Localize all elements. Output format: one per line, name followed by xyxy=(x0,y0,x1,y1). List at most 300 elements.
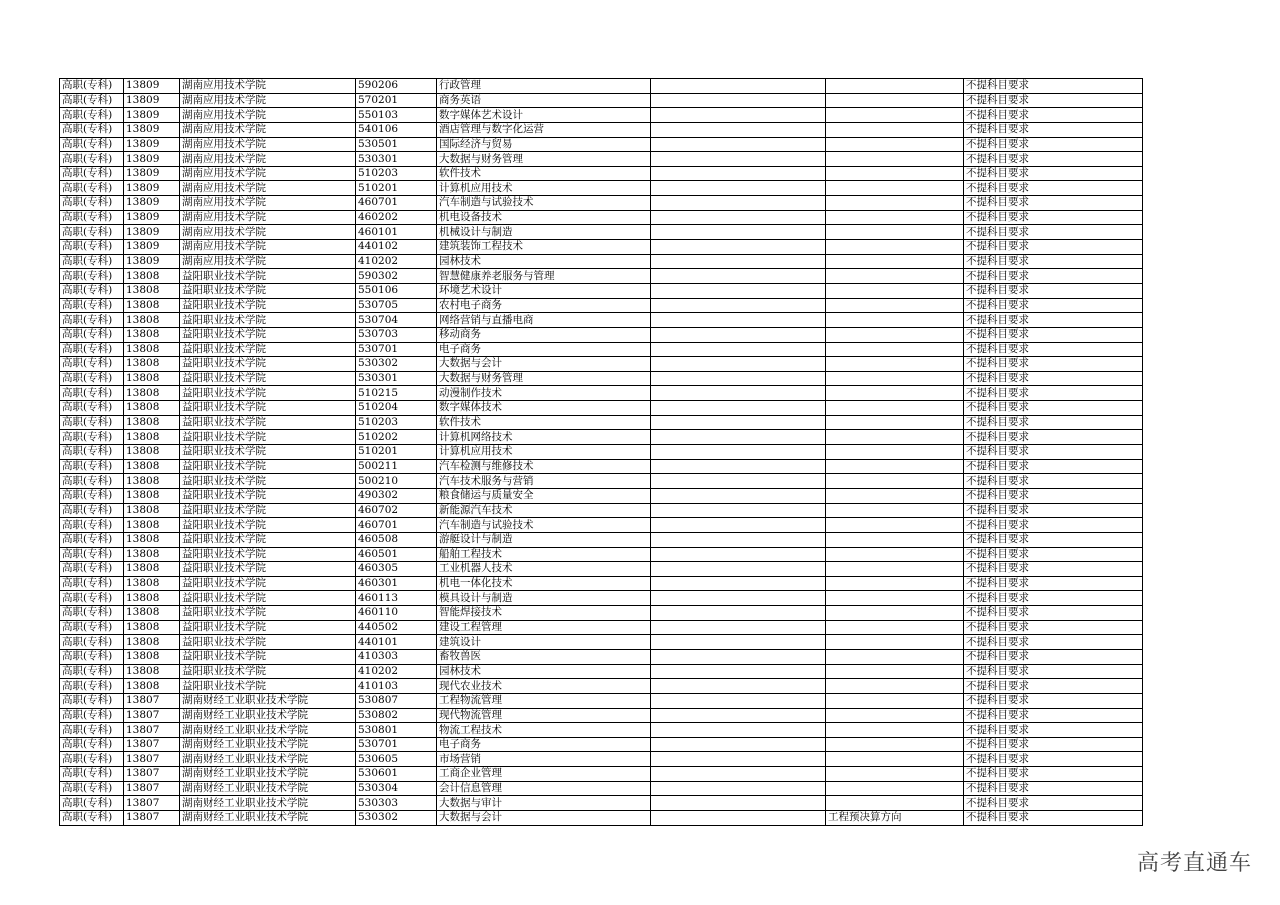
school-code-cell: 13808 xyxy=(124,298,180,313)
remark-cell xyxy=(651,313,826,328)
school-name-cell: 湖南应用技术学院 xyxy=(180,79,356,94)
school-code-cell: 13809 xyxy=(124,196,180,211)
level-cell: 高职(专科) xyxy=(60,562,124,577)
direction-cell xyxy=(826,737,964,752)
major-name-cell: 现代农业技术 xyxy=(437,679,651,694)
subject-requirement-cell: 不提科目要求 xyxy=(964,488,1143,503)
table-row xyxy=(60,562,1143,577)
table-row xyxy=(60,576,1143,591)
level-cell: 高职(专科) xyxy=(60,693,124,708)
remark-cell xyxy=(651,649,826,664)
direction-cell xyxy=(826,210,964,225)
table-row xyxy=(60,503,1143,518)
level-cell: 高职(专科) xyxy=(60,620,124,635)
major-code-cell: 440101 xyxy=(356,635,437,650)
major-name-cell: 酒店管理与数字化运营 xyxy=(437,122,651,137)
subject-requirement-cell: 不提科目要求 xyxy=(964,210,1143,225)
level-cell: 高职(专科) xyxy=(60,708,124,723)
subject-requirement-cell: 不提科目要求 xyxy=(964,445,1143,460)
remark-cell xyxy=(651,664,826,679)
level-cell: 高职(专科) xyxy=(60,664,124,679)
remark-cell xyxy=(651,196,826,211)
school-name-cell: 益阳职业技术学院 xyxy=(180,532,356,547)
major-code-cell: 500211 xyxy=(356,459,437,474)
school-name-cell: 益阳职业技术学院 xyxy=(180,547,356,562)
level-cell: 高职(专科) xyxy=(60,445,124,460)
direction-cell xyxy=(826,649,964,664)
level-cell: 高职(专科) xyxy=(60,415,124,430)
school-code-cell: 13808 xyxy=(124,488,180,503)
school-code-cell: 13809 xyxy=(124,225,180,240)
remark-cell xyxy=(651,811,826,826)
table-row xyxy=(60,635,1143,650)
school-name-cell: 湖南财经工业职业技术学院 xyxy=(180,723,356,738)
subject-requirement-cell: 不提科目要求 xyxy=(964,649,1143,664)
level-cell: 高职(专科) xyxy=(60,152,124,167)
school-code-cell: 13808 xyxy=(124,635,180,650)
level-cell: 高职(专科) xyxy=(60,210,124,225)
subject-requirement-cell: 不提科目要求 xyxy=(964,269,1143,284)
level-cell: 高职(专科) xyxy=(60,459,124,474)
major-code-cell: 530601 xyxy=(356,767,437,782)
direction-cell xyxy=(826,79,964,94)
major-code-cell: 510203 xyxy=(356,415,437,430)
remark-cell xyxy=(651,269,826,284)
major-name-cell: 机械设计与制造 xyxy=(437,225,651,240)
school-name-cell: 湖南应用技术学院 xyxy=(180,137,356,152)
school-name-cell: 益阳职业技术学院 xyxy=(180,269,356,284)
major-name-cell: 行政管理 xyxy=(437,79,651,94)
school-name-cell: 益阳职业技术学院 xyxy=(180,430,356,445)
major-code-cell: 460113 xyxy=(356,591,437,606)
remark-cell xyxy=(651,342,826,357)
table-row xyxy=(60,767,1143,782)
table-row xyxy=(60,357,1143,372)
level-cell: 高职(专科) xyxy=(60,547,124,562)
table-row xyxy=(60,137,1143,152)
remark-cell xyxy=(651,693,826,708)
major-name-cell: 汽车制造与试验技术 xyxy=(437,518,651,533)
school-name-cell: 湖南应用技术学院 xyxy=(180,254,356,269)
table-row xyxy=(60,547,1143,562)
level-cell: 高职(专科) xyxy=(60,196,124,211)
remark-cell xyxy=(651,620,826,635)
school-name-cell: 益阳职业技术学院 xyxy=(180,606,356,621)
table-row xyxy=(60,620,1143,635)
major-name-cell: 电子商务 xyxy=(437,342,651,357)
major-name-cell: 软件技术 xyxy=(437,166,651,181)
school-code-cell: 13808 xyxy=(124,532,180,547)
direction-cell xyxy=(826,240,964,255)
school-name-cell: 湖南财经工业职业技术学院 xyxy=(180,811,356,826)
direction-cell xyxy=(826,152,964,167)
level-cell: 高职(专科) xyxy=(60,649,124,664)
table-row xyxy=(60,532,1143,547)
school-name-cell: 益阳职业技术学院 xyxy=(180,313,356,328)
school-code-cell: 13807 xyxy=(124,693,180,708)
table-row xyxy=(60,723,1143,738)
remark-cell xyxy=(651,152,826,167)
major-code-cell: 510201 xyxy=(356,181,437,196)
school-code-cell: 13809 xyxy=(124,254,180,269)
subject-requirement-cell: 不提科目要求 xyxy=(964,781,1143,796)
major-name-cell: 计算机网络技术 xyxy=(437,430,651,445)
remark-cell xyxy=(651,796,826,811)
school-name-cell: 益阳职业技术学院 xyxy=(180,386,356,401)
school-code-cell: 13808 xyxy=(124,576,180,591)
school-name-cell: 益阳职业技术学院 xyxy=(180,415,356,430)
subject-requirement-cell: 不提科目要求 xyxy=(964,283,1143,298)
level-cell: 高职(专科) xyxy=(60,723,124,738)
major-name-cell: 建筑设计 xyxy=(437,635,651,650)
major-code-cell: 530301 xyxy=(356,152,437,167)
level-cell: 高职(专科) xyxy=(60,342,124,357)
subject-requirement-cell: 不提科目要求 xyxy=(964,591,1143,606)
table-row xyxy=(60,752,1143,767)
table-row xyxy=(60,283,1143,298)
major-name-cell: 大数据与会计 xyxy=(437,357,651,372)
major-code-cell: 530801 xyxy=(356,723,437,738)
school-name-cell: 益阳职业技术学院 xyxy=(180,445,356,460)
school-code-cell: 13808 xyxy=(124,430,180,445)
major-name-cell: 大数据与财务管理 xyxy=(437,371,651,386)
table-row xyxy=(60,606,1143,621)
level-cell: 高职(专科) xyxy=(60,811,124,826)
table-row xyxy=(60,649,1143,664)
school-code-cell: 13807 xyxy=(124,737,180,752)
table-row xyxy=(60,240,1143,255)
subject-requirement-cell: 不提科目要求 xyxy=(964,401,1143,416)
remark-cell xyxy=(651,430,826,445)
major-name-cell: 网络营销与直播电商 xyxy=(437,313,651,328)
direction-cell xyxy=(826,474,964,489)
direction-cell xyxy=(826,679,964,694)
school-code-cell: 13807 xyxy=(124,723,180,738)
remark-cell xyxy=(651,562,826,577)
school-name-cell: 湖南应用技术学院 xyxy=(180,181,356,196)
subject-requirement-cell: 不提科目要求 xyxy=(964,342,1143,357)
direction-cell xyxy=(826,781,964,796)
major-name-cell: 农村电子商务 xyxy=(437,298,651,313)
table-row xyxy=(60,152,1143,167)
subject-requirement-cell: 不提科目要求 xyxy=(964,562,1143,577)
school-name-cell: 益阳职业技术学院 xyxy=(180,342,356,357)
major-code-cell: 530302 xyxy=(356,811,437,826)
subject-requirement-cell: 不提科目要求 xyxy=(964,313,1143,328)
school-name-cell: 湖南应用技术学院 xyxy=(180,240,356,255)
major-code-cell: 530704 xyxy=(356,313,437,328)
major-code-cell: 530301 xyxy=(356,371,437,386)
direction-cell xyxy=(826,459,964,474)
school-code-cell: 13809 xyxy=(124,240,180,255)
table-row xyxy=(60,93,1143,108)
subject-requirement-cell: 不提科目要求 xyxy=(964,664,1143,679)
major-code-cell: 550103 xyxy=(356,108,437,123)
major-code-cell: 550106 xyxy=(356,283,437,298)
major-name-cell: 移动商务 xyxy=(437,327,651,342)
direction-cell xyxy=(826,723,964,738)
major-code-cell: 460110 xyxy=(356,606,437,621)
direction-cell xyxy=(826,108,964,123)
school-code-cell: 13808 xyxy=(124,679,180,694)
remark-cell xyxy=(651,210,826,225)
table-row xyxy=(60,737,1143,752)
level-cell: 高职(专科) xyxy=(60,503,124,518)
school-name-cell: 益阳职业技术学院 xyxy=(180,649,356,664)
direction-cell xyxy=(826,752,964,767)
major-name-cell: 会计信息管理 xyxy=(437,781,651,796)
major-name-cell: 商务英语 xyxy=(437,93,651,108)
direction-cell xyxy=(826,181,964,196)
school-code-cell: 13807 xyxy=(124,767,180,782)
school-name-cell: 益阳职业技术学院 xyxy=(180,518,356,533)
remark-cell xyxy=(651,576,826,591)
remark-cell xyxy=(651,401,826,416)
major-code-cell: 530605 xyxy=(356,752,437,767)
remark-cell xyxy=(651,635,826,650)
school-name-cell: 益阳职业技术学院 xyxy=(180,635,356,650)
table-row xyxy=(60,313,1143,328)
school-code-cell: 13808 xyxy=(124,591,180,606)
school-code-cell: 13809 xyxy=(124,181,180,196)
remark-cell xyxy=(651,459,826,474)
subject-requirement-cell: 不提科目要求 xyxy=(964,122,1143,137)
major-name-cell: 动漫制作技术 xyxy=(437,386,651,401)
school-code-cell: 13809 xyxy=(124,108,180,123)
major-code-cell: 410103 xyxy=(356,679,437,694)
major-code-cell: 460501 xyxy=(356,547,437,562)
school-name-cell: 益阳职业技术学院 xyxy=(180,474,356,489)
table-row xyxy=(60,371,1143,386)
major-name-cell: 工业机器人技术 xyxy=(437,562,651,577)
subject-requirement-cell: 不提科目要求 xyxy=(964,181,1143,196)
major-code-cell: 440102 xyxy=(356,240,437,255)
major-code-cell: 510204 xyxy=(356,401,437,416)
school-code-cell: 13808 xyxy=(124,445,180,460)
major-name-cell: 电子商务 xyxy=(437,737,651,752)
school-code-cell: 13808 xyxy=(124,313,180,328)
major-code-cell: 590302 xyxy=(356,269,437,284)
subject-requirement-cell: 不提科目要求 xyxy=(964,240,1143,255)
school-name-cell: 益阳职业技术学院 xyxy=(180,664,356,679)
major-name-cell: 建设工程管理 xyxy=(437,620,651,635)
major-code-cell: 530807 xyxy=(356,693,437,708)
remark-cell xyxy=(651,122,826,137)
remark-cell xyxy=(651,547,826,562)
subject-requirement-cell: 不提科目要求 xyxy=(964,708,1143,723)
major-name-cell: 船舶工程技术 xyxy=(437,547,651,562)
remark-cell xyxy=(651,166,826,181)
remark-cell xyxy=(651,767,826,782)
major-code-cell: 490302 xyxy=(356,488,437,503)
table-row xyxy=(60,664,1143,679)
major-code-cell: 510203 xyxy=(356,166,437,181)
major-code-cell: 540106 xyxy=(356,122,437,137)
major-name-cell: 大数据与会计 xyxy=(437,811,651,826)
school-name-cell: 湖南应用技术学院 xyxy=(180,93,356,108)
major-name-cell: 机电一体化技术 xyxy=(437,576,651,591)
direction-cell xyxy=(826,269,964,284)
remark-cell xyxy=(651,254,826,269)
major-name-cell: 模具设计与制造 xyxy=(437,591,651,606)
table-row xyxy=(60,108,1143,123)
direction-cell xyxy=(826,576,964,591)
level-cell: 高职(专科) xyxy=(60,781,124,796)
direction-cell xyxy=(826,503,964,518)
direction-cell xyxy=(826,225,964,240)
school-code-cell: 13808 xyxy=(124,518,180,533)
remark-cell xyxy=(651,752,826,767)
subject-requirement-cell: 不提科目要求 xyxy=(964,737,1143,752)
major-name-cell: 智能焊接技术 xyxy=(437,606,651,621)
direction-cell xyxy=(826,283,964,298)
major-code-cell: 510215 xyxy=(356,386,437,401)
major-code-cell: 530802 xyxy=(356,708,437,723)
major-code-cell: 460701 xyxy=(356,196,437,211)
subject-requirement-cell: 不提科目要求 xyxy=(964,576,1143,591)
school-code-cell: 13807 xyxy=(124,796,180,811)
school-code-cell: 13809 xyxy=(124,166,180,181)
school-code-cell: 13807 xyxy=(124,811,180,826)
table-row xyxy=(60,693,1143,708)
remark-cell xyxy=(651,181,826,196)
major-name-cell: 游艇设计与制造 xyxy=(437,532,651,547)
school-code-cell: 13808 xyxy=(124,386,180,401)
school-code-cell: 13808 xyxy=(124,459,180,474)
level-cell: 高职(专科) xyxy=(60,298,124,313)
subject-requirement-cell: 不提科目要求 xyxy=(964,459,1143,474)
school-name-cell: 湖南应用技术学院 xyxy=(180,122,356,137)
major-name-cell: 工商企业管理 xyxy=(437,767,651,782)
major-code-cell: 460301 xyxy=(356,576,437,591)
level-cell: 高职(专科) xyxy=(60,181,124,196)
table-row xyxy=(60,445,1143,460)
table-row xyxy=(60,166,1143,181)
table-row xyxy=(60,781,1143,796)
subject-requirement-cell: 不提科目要求 xyxy=(964,474,1143,489)
remark-cell xyxy=(651,781,826,796)
subject-requirement-cell: 不提科目要求 xyxy=(964,415,1143,430)
major-code-cell: 530701 xyxy=(356,342,437,357)
table-row xyxy=(60,327,1143,342)
school-code-cell: 13808 xyxy=(124,620,180,635)
level-cell: 高职(专科) xyxy=(60,137,124,152)
level-cell: 高职(专科) xyxy=(60,225,124,240)
direction-cell xyxy=(826,445,964,460)
direction-cell xyxy=(826,371,964,386)
subject-requirement-cell: 不提科目要求 xyxy=(964,430,1143,445)
direction-cell xyxy=(826,532,964,547)
table-row xyxy=(60,254,1143,269)
school-code-cell: 13809 xyxy=(124,210,180,225)
level-cell: 高职(专科) xyxy=(60,401,124,416)
table-row xyxy=(60,196,1143,211)
subject-requirement-cell: 不提科目要求 xyxy=(964,357,1143,372)
direction-cell xyxy=(826,693,964,708)
major-name-cell: 粮食储运与质量安全 xyxy=(437,488,651,503)
remark-cell xyxy=(651,737,826,752)
school-name-cell: 湖南财经工业职业技术学院 xyxy=(180,796,356,811)
table-row xyxy=(60,796,1143,811)
major-name-cell: 环境艺术设计 xyxy=(437,283,651,298)
major-name-cell: 畜牧兽医 xyxy=(437,649,651,664)
major-code-cell: 460305 xyxy=(356,562,437,577)
remark-cell xyxy=(651,93,826,108)
level-cell: 高职(专科) xyxy=(60,122,124,137)
major-name-cell: 建筑装饰工程技术 xyxy=(437,240,651,255)
subject-requirement-cell: 不提科目要求 xyxy=(964,371,1143,386)
direction-cell xyxy=(826,562,964,577)
school-code-cell: 13808 xyxy=(124,401,180,416)
remark-cell xyxy=(651,415,826,430)
major-name-cell: 软件技术 xyxy=(437,415,651,430)
school-code-cell: 13807 xyxy=(124,708,180,723)
school-name-cell: 益阳职业技术学院 xyxy=(180,327,356,342)
direction-cell xyxy=(826,386,964,401)
school-code-cell: 13808 xyxy=(124,649,180,664)
table-row xyxy=(60,122,1143,137)
direction-cell xyxy=(826,635,964,650)
subject-requirement-cell: 不提科目要求 xyxy=(964,503,1143,518)
table-row xyxy=(60,386,1143,401)
subject-requirement-cell: 不提科目要求 xyxy=(964,196,1143,211)
major-name-cell: 汽车检测与维修技术 xyxy=(437,459,651,474)
school-code-cell: 13808 xyxy=(124,562,180,577)
school-code-cell: 13808 xyxy=(124,664,180,679)
remark-cell xyxy=(651,679,826,694)
school-name-cell: 湖南财经工业职业技术学院 xyxy=(180,737,356,752)
subject-requirement-cell: 不提科目要求 xyxy=(964,518,1143,533)
table-row xyxy=(60,811,1143,826)
major-code-cell: 530501 xyxy=(356,137,437,152)
school-name-cell: 益阳职业技术学院 xyxy=(180,620,356,635)
school-code-cell: 13809 xyxy=(124,137,180,152)
major-name-cell: 大数据与审计 xyxy=(437,796,651,811)
table-row xyxy=(60,488,1143,503)
table-row xyxy=(60,79,1143,94)
subject-requirement-cell: 不提科目要求 xyxy=(964,137,1143,152)
major-code-cell: 440502 xyxy=(356,620,437,635)
major-name-cell: 智慧健康养老服务与管理 xyxy=(437,269,651,284)
direction-cell xyxy=(826,708,964,723)
level-cell: 高职(专科) xyxy=(60,108,124,123)
table-row xyxy=(60,459,1143,474)
enrollment-table xyxy=(59,78,1143,826)
school-name-cell: 湖南应用技术学院 xyxy=(180,152,356,167)
table-row xyxy=(60,518,1143,533)
major-code-cell: 460202 xyxy=(356,210,437,225)
subject-requirement-cell: 不提科目要求 xyxy=(964,327,1143,342)
school-code-cell: 13808 xyxy=(124,342,180,357)
direction-cell xyxy=(826,196,964,211)
direction-cell xyxy=(826,620,964,635)
level-cell: 高职(专科) xyxy=(60,591,124,606)
school-name-cell: 湖南应用技术学院 xyxy=(180,166,356,181)
school-name-cell: 湖南财经工业职业技术学院 xyxy=(180,708,356,723)
table-row xyxy=(60,210,1143,225)
subject-requirement-cell: 不提科目要求 xyxy=(964,547,1143,562)
school-name-cell: 益阳职业技术学院 xyxy=(180,283,356,298)
level-cell: 高职(专科) xyxy=(60,386,124,401)
school-name-cell: 益阳职业技术学院 xyxy=(180,401,356,416)
major-name-cell: 国际经济与贸易 xyxy=(437,137,651,152)
table-row xyxy=(60,342,1143,357)
school-code-cell: 13807 xyxy=(124,752,180,767)
level-cell: 高职(专科) xyxy=(60,240,124,255)
remark-cell xyxy=(651,327,826,342)
table-row xyxy=(60,430,1143,445)
subject-requirement-cell: 不提科目要求 xyxy=(964,298,1143,313)
